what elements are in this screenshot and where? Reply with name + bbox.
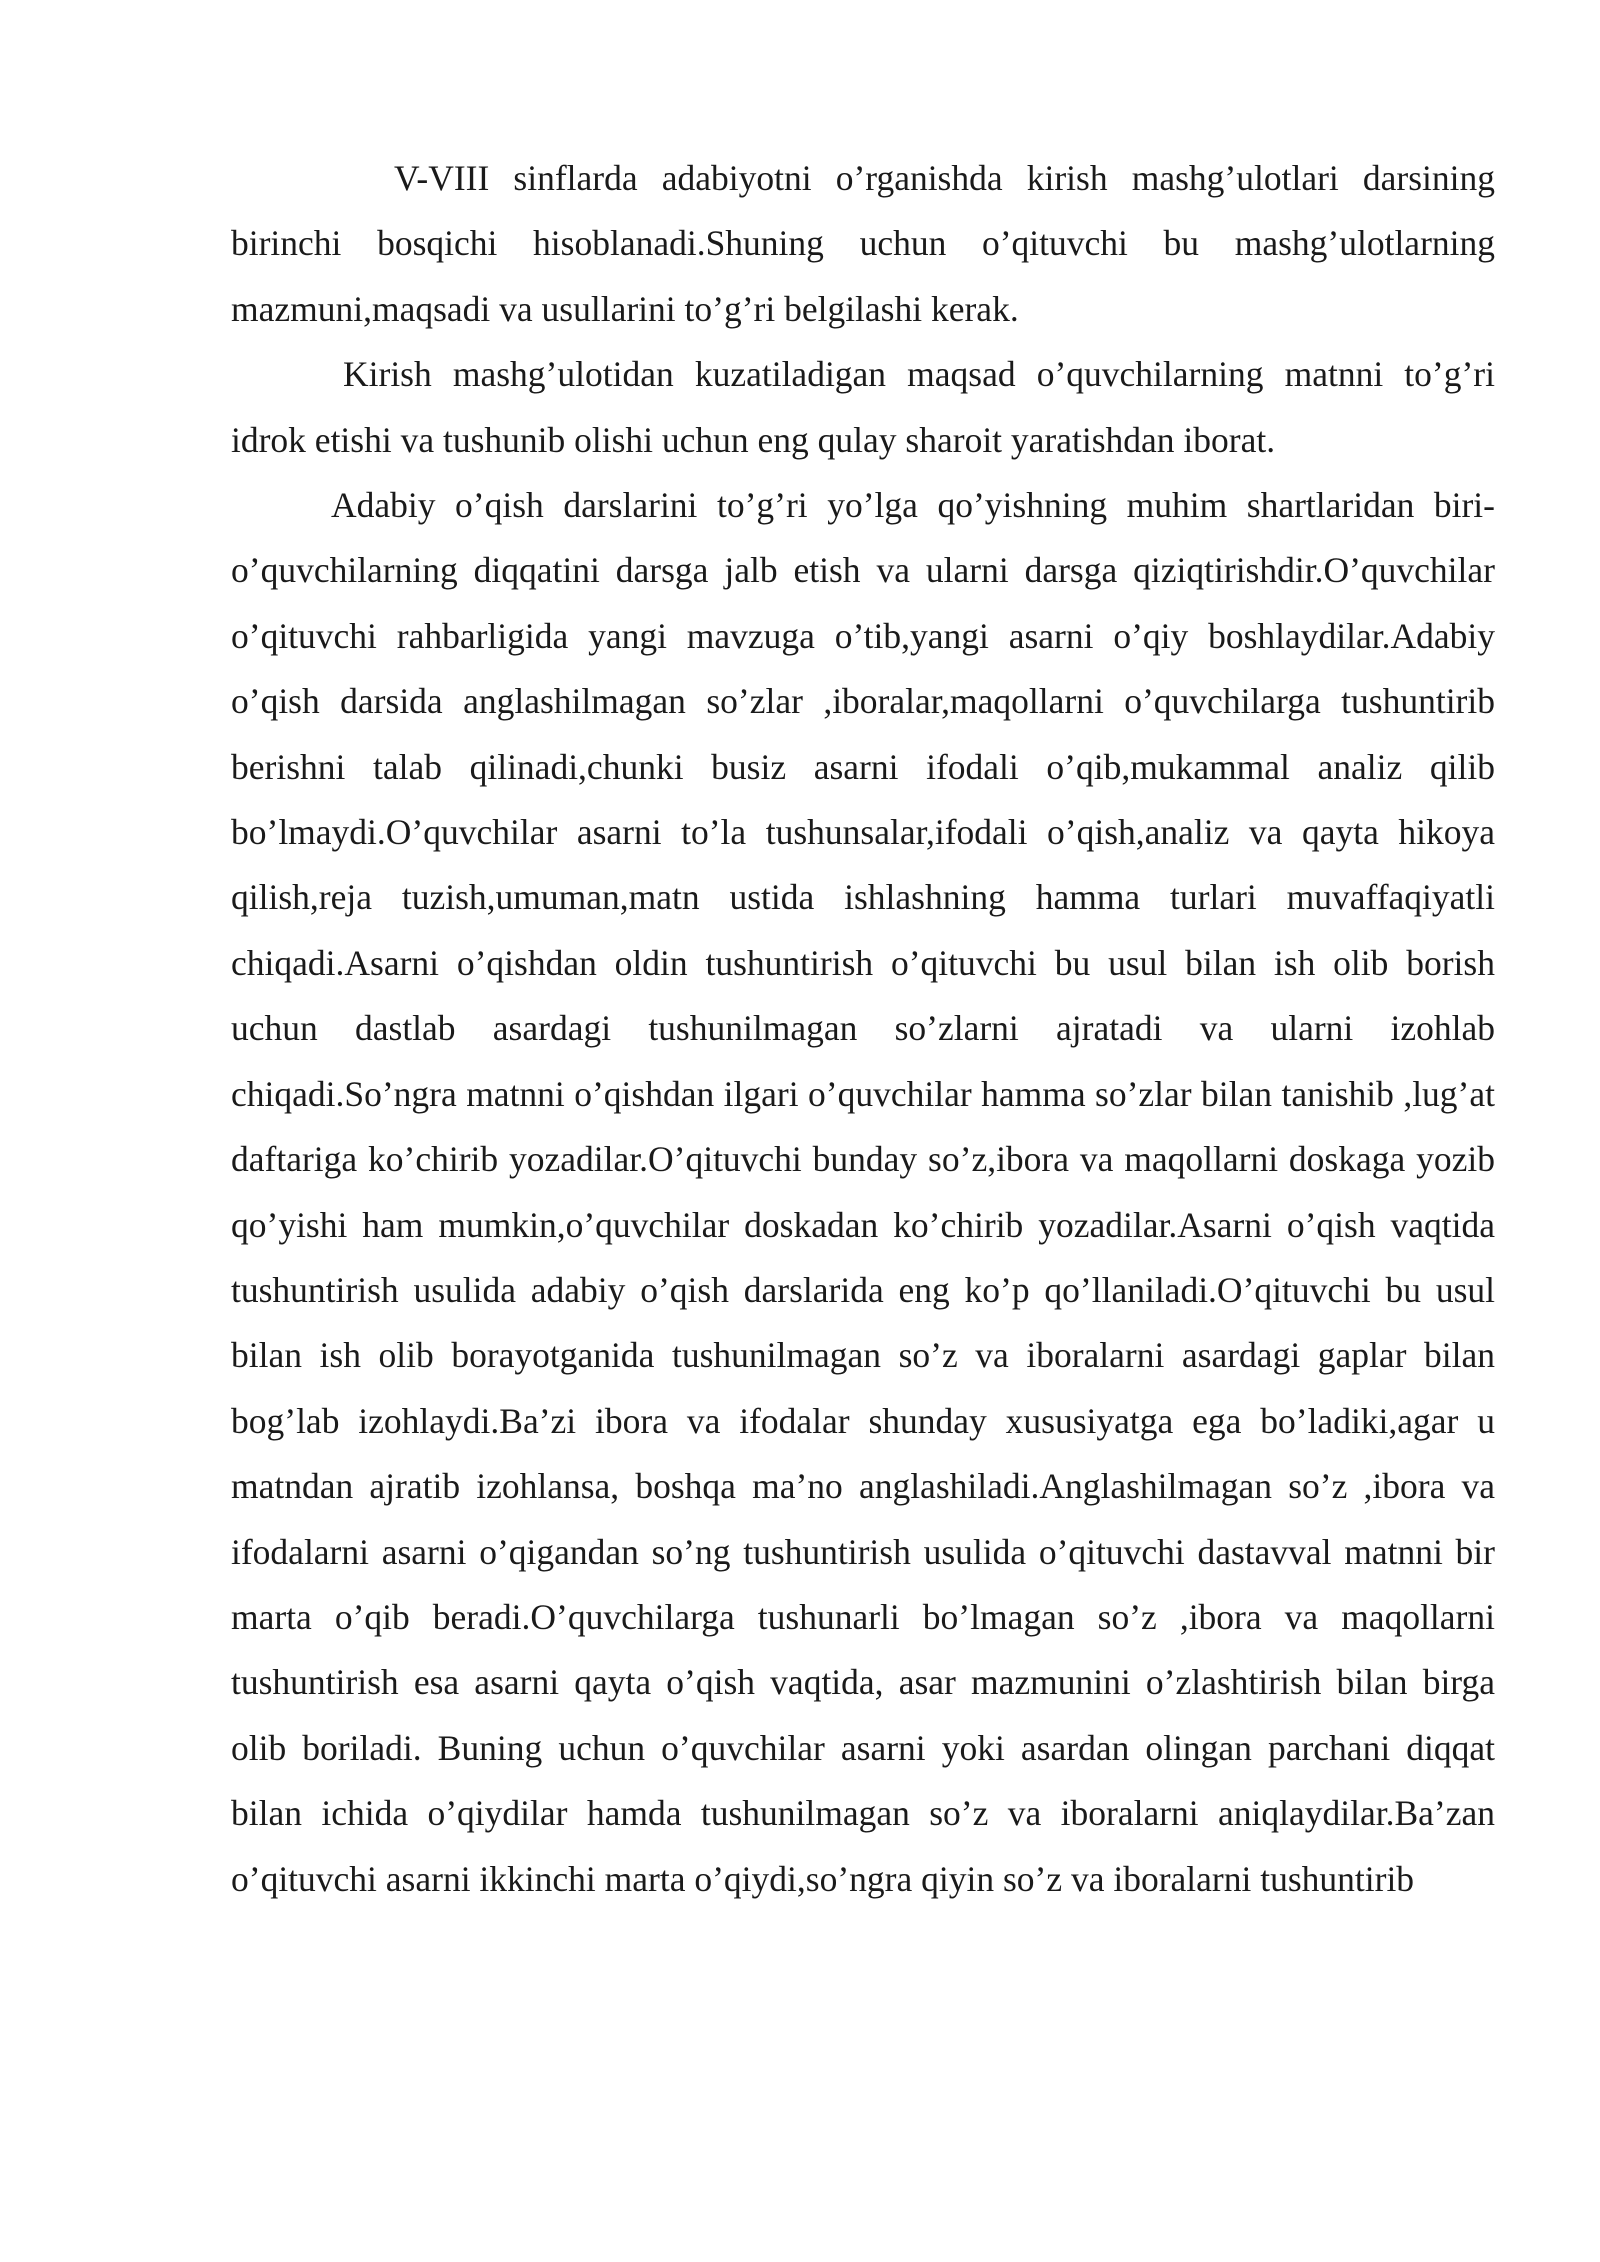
paragraph-main: Adabiy o’qish darslarini to’g’ri yo’lga qo’yishning muhim shartlaridan biri- o’quvchilarning diqqatini darsga jalb etish va ularni darsga qiziqtirishdir.O’quvchilar o’qituvchi rahbarligida yangi mavzuga o’tib,yangi asarni o’qiy boshlaydilar.Adabiy o’qish darsida anglashilmagan so’zlar ,iboralar,maqollarni o’quvchilarga tushuntirib berishni talab qilinadi,chunki busiz asarni ifodali o’qib,mukammal analiz qilib bo’lmaydi.O’quvchilar asarni to’la tushunsalar,ifodali o’qish,analiz va qayta hikoya qilish,reja tuzish,umuman,matn ustida ishlashning hamma turlari muvaffaqiyatli chiqadi.Asarni o’qishdan oldin tushuntirish o’qituvchi bu usul bilan ish olib borish uchun dastlab asardagi tushunilmagan so’zlarni ajratadi va ularni izohlab chiqadi.So’ngra matnni o’qishdan ilgari o’quvchilar hamma so’zlar bilan tanishib ,lug’at daftariga ko’chirib yozadilar.O’qituvchi bunday so’z,ibora va maqollarni doskaga yozib qo’yishi ham mumkin,o’quvchilar doskadan ko’chirib yozadilar.Asarni o’qish vaqtida tushuntirish usulida adabiy o’qish darslarida eng ko’p qo’llaniladi.O’qituvchi bu usul bilan ish olib borayotganida tushunilmagan so’z va iboralarni asardagi gaplar bilan bog’lab izohlaydi.Ba’zi ibora va ifodalar shunday xususiyatga ega bo’ladiki,agar u matndan ajratib izohlansa, boshqa ma’no anglashiladi.Anglashilmagan so’z ,ibora va ifodalarni asarni o’qigandan so’ng tushuntirish usulida o’qituvchi dastavval matnni bir marta o’qib beradi.O’quvchilarga tushunarli bo’lmagan so’z ,ibora va maqollarni tushuntirish esa asarni qayta o’qish vaqtida, asar mazmunini o’zlashtirish bilan birga olib boriladi. Buning uchun o’quvchilar asarni yoki asardan olingan parchani diqqat bilan ichida o’qiydilar hamda tushunilmagan so’z va iboralarni aniqlaydilar.Ba’zan o’qituvchi asarni ikkinchi marta o’qiydi,so’ngra qiyin so’z va iboralarni tushuntirib bbox=[231, 485, 1495, 1899]
paragraph-intro: V-VIII sinflarda adabiyotni o’rganishda kirish mashg’ulotlari darsining birinchi bosqichi hisoblanadi.Shuning uchun o’qituvchi bu mashg’ulotlarning mazmuni,maqsadi va usullarini to’g’ri belgilashi kerak. bbox=[231, 158, 1495, 329]
paragraph-goal: Kirish mashg’ulotidan kuzatiladigan maqsad o’quvchilarning matnni to’g’ri idrok etishi va tushunib olishi uchun eng qulay sharoit yaratishdan iborat. bbox=[231, 354, 1495, 460]
document-page bbox=[231, 146, 1495, 1912]
